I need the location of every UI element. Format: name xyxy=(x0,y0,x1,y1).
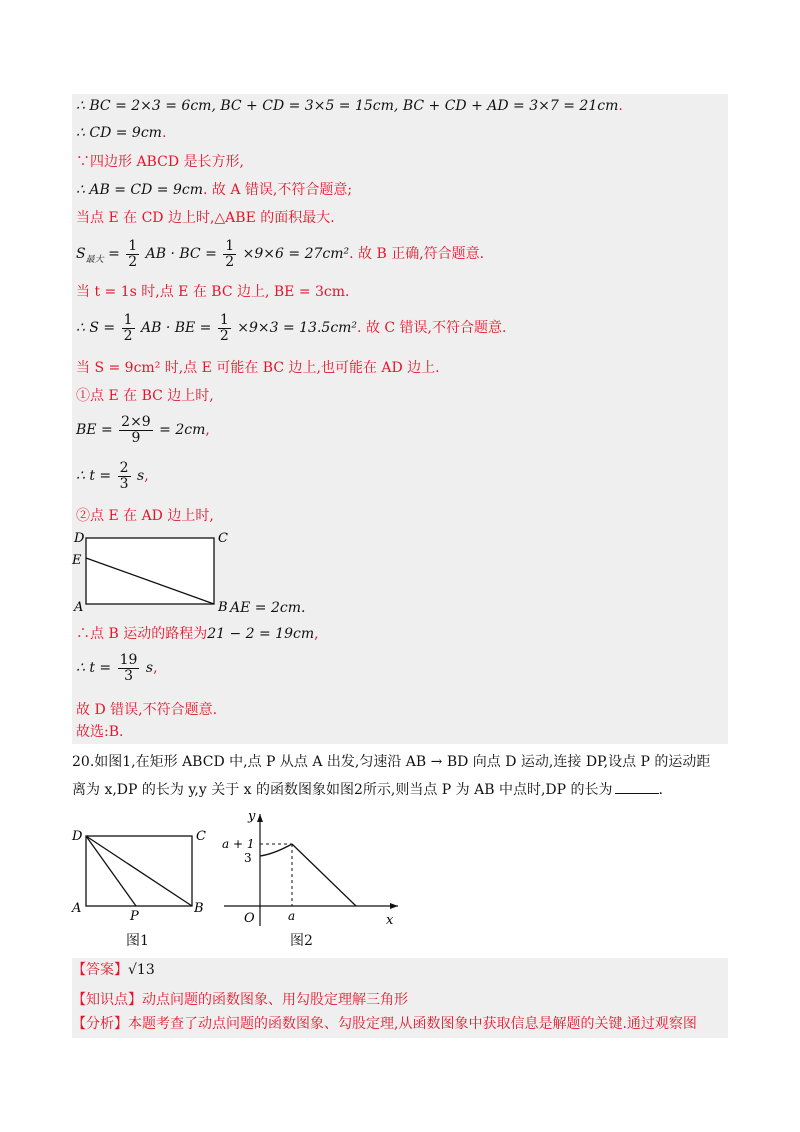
solution-line-10: ①点 E 在 BC 边上时, xyxy=(76,388,214,404)
solution-line-11: BE = $\frac{2\times 9}{9}$ = 2cm, xyxy=(76,413,210,446)
solution-line-5: 当点 E 在 CD 边上时,△ABE 的面积最大. xyxy=(76,210,335,226)
label-a: A xyxy=(74,600,84,615)
label-p: P xyxy=(130,909,139,924)
label-x: x xyxy=(386,913,394,928)
question-20-line-2: 离为 x,DP 的长为 y,y 关于 x 的函数图象如图2所示,则当点 P 为 AB 中点时,DP 的长为 . xyxy=(72,782,663,798)
fraction: $\frac{2\times 9}{9}$ xyxy=(121,413,151,446)
caption-figure-1: 图1 xyxy=(126,933,149,949)
figure-note-ae: AE = 2cm. xyxy=(230,600,306,616)
solution-line-7: 当 t = 1s 时,点 E 在 BC 边上, BE = 3cm. xyxy=(76,284,350,300)
fraction: $\frac{1}{2}$ xyxy=(123,311,133,344)
solution-line-16: 故 D 错误,不符合题意. xyxy=(76,702,218,718)
linear-segment xyxy=(292,844,356,906)
solution-line-6: $S_{最大}$ = $\frac{1}{2}$ AB · BC = $\frac{1}{2}$ ×9×6 = 27cm². 故 B 正确,符合题意. xyxy=(76,237,485,270)
solution-line-14: ∴点 B 运动的路程为21 − 2 = 19cm, xyxy=(76,626,319,642)
solution-line-12: ∴ t = $\frac{2}{3}$ s, xyxy=(76,459,149,492)
knowledge-line: 【知识点】动点问题的函数图象、用勾股定理解三角形 xyxy=(72,992,408,1008)
y-axis-arrow xyxy=(257,814,263,822)
fraction: $\frac{2}{3}$ xyxy=(119,459,129,492)
label-a: A xyxy=(72,901,82,916)
label-o: O xyxy=(244,911,255,926)
answer-blank xyxy=(615,793,659,794)
label-b: B xyxy=(218,600,228,615)
label-d: D xyxy=(72,829,83,844)
label-y: y xyxy=(248,809,256,824)
answer-line: 【答案】√13 xyxy=(72,962,155,978)
rectangle-abcd xyxy=(86,538,214,604)
question-figure-1 xyxy=(70,826,210,924)
label-d: D xyxy=(74,531,85,546)
segment-dp xyxy=(86,836,136,906)
solution-line-17: 故选:B. xyxy=(76,724,124,740)
label-c: C xyxy=(196,829,206,844)
question-20-line-1: 20.如图1,在矩形 ABCD 中,点 P 从点 A 出发,匀速沿 AB → BD 向点 D 运动,连接 DP,设点 P 的运动距 xyxy=(72,754,711,770)
curve-segment xyxy=(260,844,292,856)
solution-line-13: ②点 E 在 AD 边上时, xyxy=(76,508,214,524)
solution-line-4: ∴ AB = CD = 9cm. 故 A 错误,不符合题意; xyxy=(76,182,353,198)
fraction: $\frac{1}{2}$ xyxy=(225,237,235,270)
caption-figure-2: 图2 xyxy=(290,933,313,949)
solution-line-15: ∴ t = $\frac{19}{3}$ s, xyxy=(76,651,158,684)
solution-line-2: ∴ CD = 9cm. xyxy=(76,125,167,141)
analysis-line: 【分析】本题考查了动点问题的函数图象、勾股定理,从函数图象中获取信息是解题的关键.通过观察图 xyxy=(72,1016,697,1032)
label-e: E xyxy=(72,553,82,568)
x-axis-arrow xyxy=(390,903,398,909)
fraction: $\frac{1}{2}$ xyxy=(128,237,138,270)
label-a: a xyxy=(288,909,296,923)
label-three: 3 xyxy=(244,851,252,865)
fraction: $\frac{1}{2}$ xyxy=(219,311,229,344)
function-graph-figure-2 xyxy=(218,808,408,928)
solution-line-1: ∴ BC = 2×3 = 6cm, BC + CD = 3×5 = 15cm, BC + CD + AD = 3×7 = 21cm. xyxy=(76,98,623,114)
fraction: $\frac{19}{3}$ xyxy=(119,651,138,684)
label-a-plus-1: a + 1 xyxy=(222,837,255,851)
label-c: C xyxy=(218,531,228,546)
solution-line-9: 当 S = 9cm² 时,点 E 可能在 BC 边上,也可能在 AD 边上. xyxy=(76,360,440,376)
solution-line-8: ∴ S = $\frac{1}{2}$ AB · BE = $\frac{1}{2}$ ×9×3 = 13.5cm². 故 C 错误,不符合题意. xyxy=(76,311,507,344)
label-b: B xyxy=(194,901,204,916)
solution-line-3: ∵四边形 ABCD 是长方形, xyxy=(76,154,244,170)
diagonal-db xyxy=(86,836,192,906)
